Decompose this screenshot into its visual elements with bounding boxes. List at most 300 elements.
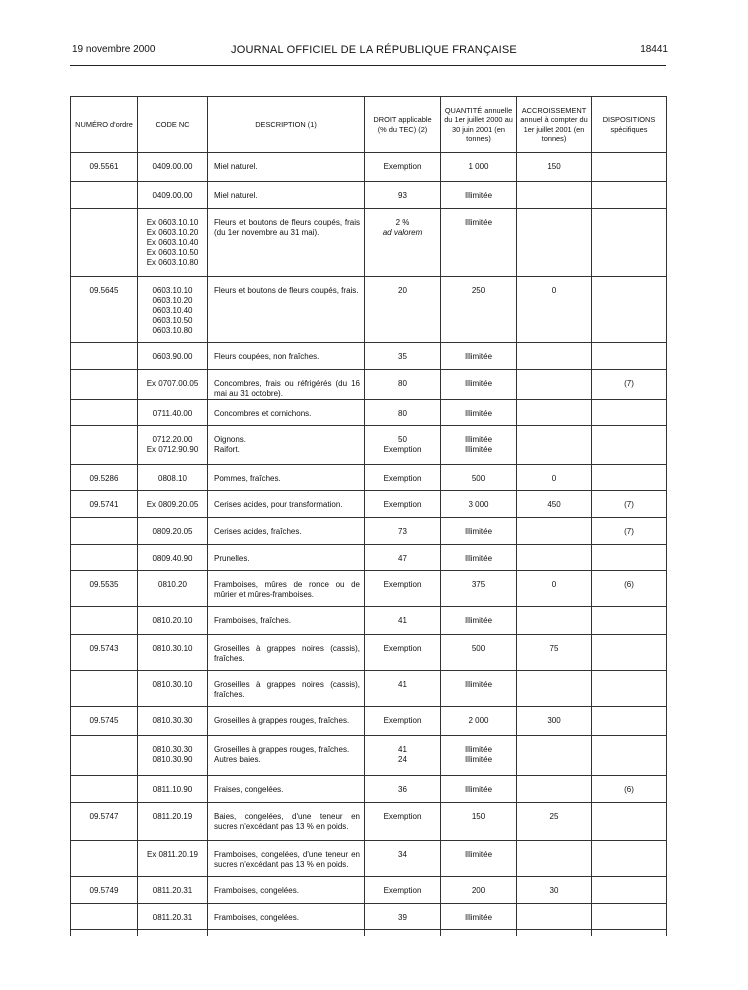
- droit-cell-line: Exemption: [383, 886, 422, 895]
- dispositions-cell: [592, 904, 667, 930]
- description-cell: [208, 209, 365, 277]
- code-nc-cell-line: 0603.10.40: [152, 306, 193, 315]
- quantite-cell: [441, 277, 517, 343]
- description-cell: [208, 571, 365, 607]
- dispositions-cell: [592, 465, 667, 491]
- quantite-cell-line: 500: [471, 474, 486, 483]
- droit-cell: [365, 671, 441, 707]
- description-cell-line: Raifort.: [214, 445, 240, 454]
- table-row: [71, 841, 667, 877]
- droit-cell-line: 41: [398, 616, 407, 625]
- dispositions-cell: (7): [592, 370, 667, 400]
- table-row: [71, 635, 667, 671]
- droit-cell: [365, 465, 441, 491]
- droit-cell: [365, 370, 441, 400]
- droit-cell-line: 39: [398, 913, 407, 922]
- code-nc-cell-line: 0810.30.10: [152, 644, 193, 653]
- quantite-cell-line: 500: [471, 644, 486, 653]
- accroissement-cell: 0: [517, 465, 592, 491]
- code-nc-cell-line: Ex 0707.00.05: [146, 379, 199, 388]
- quantite-cell-line: 1 000: [468, 162, 489, 171]
- numero-cell: 09.5741: [71, 491, 138, 518]
- description-cell: [208, 545, 365, 571]
- code-nc-cell-line: 0810.20.10: [152, 616, 193, 625]
- quantite-cell: [441, 571, 517, 607]
- code-nc-cell-line: 0810.30.30: [152, 716, 193, 725]
- droit-cell: [365, 776, 441, 803]
- code-nc-cell-line: 0603.10.50: [152, 316, 193, 325]
- droit-cell: [365, 571, 441, 607]
- accroissement-cell: [517, 671, 592, 707]
- description-cell-line: Baies, congelées, d'une teneur en sucres n'excédant pas 13 % en poids.: [214, 812, 360, 831]
- description-cell: [208, 426, 365, 465]
- code-nc-cell-line: Ex 0811.20.19: [146, 850, 198, 859]
- dispositions-cell: [592, 182, 667, 209]
- code-nc-cell-line: 0603.10.10: [152, 286, 193, 295]
- accroissement-cell: [517, 545, 592, 571]
- table-row: [71, 426, 667, 465]
- tariff-quota-table: [70, 96, 667, 936]
- quantite-cell: [441, 635, 517, 671]
- droit-cell: [365, 635, 441, 671]
- description-cell-line: Concombres et cornichons.: [214, 409, 312, 418]
- droit-cell: [365, 518, 441, 545]
- accroissement-cell: 25: [517, 803, 592, 841]
- dispositions-cell: (7): [592, 518, 667, 545]
- dispositions-cell: [592, 400, 667, 426]
- accroissement-cell: [517, 426, 592, 465]
- droit-cell-line: Exemption: [383, 500, 422, 509]
- code-nc-cell: [138, 635, 208, 671]
- description-cell-line: Autres baies.: [214, 755, 261, 764]
- col-header-code-nc: CODE NC: [138, 97, 208, 153]
- droit-cell-line: 41: [398, 745, 407, 754]
- table-header-row: [71, 97, 667, 153]
- code-nc-cell-line: Ex 0603.10.10: [146, 218, 199, 227]
- numero-cell: [71, 400, 138, 426]
- dispositions-cell: [592, 635, 667, 671]
- code-nc-cell-line: 0712.20.00: [152, 435, 193, 444]
- code-nc-cell-line: 0810.30.90: [152, 755, 193, 764]
- description-cell-line: Groseilles à grappes noires (cassis), fraîches.: [214, 680, 360, 699]
- quantite-cell-line: Illimitée: [464, 850, 493, 859]
- continuation-cell: [138, 930, 208, 937]
- code-nc-cell: [138, 841, 208, 877]
- dispositions-cell: [592, 707, 667, 736]
- quantite-cell: [441, 518, 517, 545]
- code-nc-cell-line: 0811.20.31: [152, 913, 193, 922]
- dispositions-cell: [592, 426, 667, 465]
- table-row: [71, 343, 667, 370]
- code-nc-cell-line: Ex 0603.10.20: [146, 228, 199, 237]
- quantite-cell-line: 2 000: [468, 716, 489, 725]
- numero-cell: [71, 776, 138, 803]
- description-cell-line: Miel naturel.: [214, 191, 258, 200]
- table-row: [71, 465, 667, 491]
- droit-cell-line: Exemption: [383, 445, 422, 454]
- code-nc-cell-line: 0809.20.05: [152, 527, 193, 536]
- table-row: [71, 607, 667, 635]
- numero-cell: 09.5743: [71, 635, 138, 671]
- quantite-cell-line: Illimitée: [464, 527, 493, 536]
- dispositions-cell: [592, 545, 667, 571]
- code-nc-cell: [138, 736, 208, 776]
- col-header-description: DESCRIPTION (1): [208, 97, 365, 153]
- quantite-cell: [441, 877, 517, 904]
- numero-cell: [71, 607, 138, 635]
- dispositions-cell: [592, 153, 667, 182]
- description-cell-line: Groseilles à grappes noires (cassis), fraîches.: [214, 644, 360, 663]
- droit-cell-line: ad valorem: [382, 228, 423, 237]
- description-cell: [208, 182, 365, 209]
- quantite-cell-line: Illimitée: [464, 745, 493, 754]
- code-nc-cell-line: Ex 0603.10.40: [146, 238, 199, 247]
- numero-cell: [71, 904, 138, 930]
- quantite-cell: [441, 370, 517, 400]
- numero-cell: [71, 518, 138, 545]
- table-continuation: [71, 930, 667, 937]
- description-cell-line: Fraises, congelées.: [214, 785, 284, 794]
- droit-cell-line: 93: [398, 191, 407, 200]
- table-row: [71, 182, 667, 209]
- droit-cell-line: 35: [398, 352, 407, 361]
- quantite-cell-line: 150: [471, 812, 486, 821]
- description-cell: [208, 776, 365, 803]
- continuation-cell: [71, 930, 138, 937]
- droit-cell: [365, 803, 441, 841]
- numero-cell: [71, 545, 138, 571]
- description-cell: [208, 736, 365, 776]
- code-nc-cell: [138, 877, 208, 904]
- numero-cell: 09.5747: [71, 803, 138, 841]
- numero-cell: [71, 343, 138, 370]
- dispositions-cell: [592, 841, 667, 877]
- droit-cell-line: 50: [398, 435, 407, 444]
- droit-cell-line: Exemption: [383, 162, 422, 171]
- description-cell: [208, 607, 365, 635]
- description-cell-line: Oignons.: [214, 435, 247, 444]
- col-header-accroissement: ACCROISSEMENT annuel à compter du 1er juillet 2001 (en tonnes): [517, 97, 592, 153]
- table-row: [71, 776, 667, 803]
- header-rule: [70, 65, 666, 66]
- quantite-cell: [441, 343, 517, 370]
- code-nc-cell-line: 0711.40.00: [152, 409, 193, 418]
- code-nc-cell: [138, 343, 208, 370]
- table-row: [71, 518, 667, 545]
- dispositions-cell: [592, 607, 667, 635]
- droit-cell-line: Exemption: [383, 580, 422, 589]
- numero-cell: 09.5645: [71, 277, 138, 343]
- accroissement-cell: [517, 370, 592, 400]
- droit-cell-line: 80: [398, 409, 407, 418]
- code-nc-cell: [138, 182, 208, 209]
- table-row: [71, 209, 667, 277]
- droit-cell: [365, 607, 441, 635]
- code-nc-cell: [138, 426, 208, 465]
- description-cell-line: Framboises, congelées, d'une teneur en sucres n'excédant pas 13 % en poids.: [214, 850, 360, 869]
- quantite-cell-line: Illimitée: [464, 913, 493, 922]
- quantite-cell-line: Illimitée: [464, 379, 493, 388]
- code-nc-cell-line: Ex 0809.20.05: [146, 500, 199, 509]
- droit-cell: [365, 209, 441, 277]
- table-row: [71, 736, 667, 776]
- continuation-cell: [592, 930, 667, 937]
- code-nc-cell: [138, 776, 208, 803]
- code-nc-cell: [138, 370, 208, 400]
- quantite-cell-line: 3 000: [468, 500, 489, 509]
- quantite-cell-line: Illimitée: [464, 616, 493, 625]
- quantite-cell: [441, 776, 517, 803]
- numero-cell: 09.5535: [71, 571, 138, 607]
- quantite-cell-line: 200: [471, 886, 486, 895]
- dispositions-cell: [592, 803, 667, 841]
- accroissement-cell: [517, 904, 592, 930]
- droit-cell: [365, 877, 441, 904]
- numero-cell: [71, 841, 138, 877]
- droit-cell: [365, 153, 441, 182]
- dispositions-cell: (6): [592, 571, 667, 607]
- header-date: 19 novembre 2000: [72, 44, 156, 55]
- numero-cell: [71, 736, 138, 776]
- numero-cell: [71, 209, 138, 277]
- code-nc-cell: [138, 465, 208, 491]
- code-nc-cell: [138, 671, 208, 707]
- quantite-cell-line: Illimitée: [464, 554, 493, 563]
- quantite-cell-line: 375: [471, 580, 486, 589]
- accroissement-cell: 75: [517, 635, 592, 671]
- table-body: [71, 153, 667, 937]
- continuation-cell: [365, 930, 441, 937]
- droit-cell: [365, 426, 441, 465]
- quantite-cell: [441, 803, 517, 841]
- code-nc-cell-line: 0810.30.10: [152, 680, 193, 689]
- accroissement-cell: 0: [517, 571, 592, 607]
- quantite-cell-line: Illimitée: [464, 191, 493, 200]
- droit-cell: [365, 491, 441, 518]
- description-cell-line: Groseilles à grappes rouges, fraîches.: [214, 716, 350, 725]
- numero-cell: 09.5286: [71, 465, 138, 491]
- accroissement-cell: 150: [517, 153, 592, 182]
- quantite-cell: [441, 607, 517, 635]
- continuation-cell: [208, 930, 365, 937]
- numero-cell: 09.5749: [71, 877, 138, 904]
- droit-cell: [365, 545, 441, 571]
- journal-title: JOURNAL OFFICIEL DE LA RÉPUBLIQUE FRANÇAISE: [231, 44, 517, 56]
- description-cell: [208, 277, 365, 343]
- droit-cell-line: 47: [398, 554, 407, 563]
- description-cell: [208, 491, 365, 518]
- col-header-numero: NUMÉRO d'ordre: [71, 97, 138, 153]
- code-nc-cell: [138, 571, 208, 607]
- quantite-cell: [441, 209, 517, 277]
- quantite-cell: [441, 491, 517, 518]
- description-cell-line: Cerises acides, pour transformation.: [214, 500, 343, 509]
- quantite-cell: [441, 400, 517, 426]
- description-cell-line: Framboises, congelées.: [214, 913, 299, 922]
- code-nc-cell-line: 0603.10.20: [152, 296, 193, 305]
- accroissement-cell: [517, 841, 592, 877]
- page-number: 18441: [640, 44, 668, 55]
- accroissement-cell: [517, 343, 592, 370]
- accroissement-cell: 0: [517, 277, 592, 343]
- numero-cell: [71, 426, 138, 465]
- droit-cell: [365, 841, 441, 877]
- quantite-cell: [441, 465, 517, 491]
- code-nc-cell-line: Ex 0712.90.90: [146, 445, 199, 454]
- quantite-cell-line: Illimitée: [464, 218, 493, 227]
- table-row: [71, 153, 667, 182]
- code-nc-cell-line: Ex 0603.10.50: [146, 248, 199, 257]
- table-row: [71, 671, 667, 707]
- droit-cell-line: 41: [398, 680, 407, 689]
- dispositions-cell: [592, 277, 667, 343]
- quantite-cell: [441, 707, 517, 736]
- table-row: [71, 571, 667, 607]
- droit-cell-line: 24: [398, 755, 407, 764]
- code-nc-cell: [138, 400, 208, 426]
- dispositions-cell: (6): [592, 776, 667, 803]
- table-row: [71, 877, 667, 904]
- description-cell-line: Fleurs et boutons de fleurs coupés, frais (du 1er novembre au 31 mai).: [214, 218, 360, 237]
- description-cell-line: Fleurs et boutons de fleurs coupés, frais.: [214, 286, 359, 295]
- code-nc-cell-line: 0811.10.90: [152, 785, 193, 794]
- droit-cell-line: Exemption: [383, 812, 422, 821]
- quantite-cell-line: Illimitée: [464, 435, 493, 444]
- code-nc-cell: [138, 707, 208, 736]
- table-row: [71, 707, 667, 736]
- continuation-cell: [517, 930, 592, 937]
- dispositions-cell: [592, 736, 667, 776]
- code-nc-cell-line: 0811.20.31: [152, 886, 193, 895]
- droit-cell-line: 36: [398, 785, 407, 794]
- code-nc-cell: [138, 545, 208, 571]
- code-nc-cell: [138, 277, 208, 343]
- table-row: [71, 904, 667, 930]
- table-row: [71, 491, 667, 518]
- quantite-cell-line: Illimitée: [464, 409, 493, 418]
- numero-cell: [71, 182, 138, 209]
- numero-cell: 09.5561: [71, 153, 138, 182]
- droit-cell-line: Exemption: [383, 474, 422, 483]
- quantite-cell-line: Illimitée: [464, 680, 493, 689]
- code-nc-cell: [138, 153, 208, 182]
- dispositions-cell: [592, 343, 667, 370]
- quantite-cell: [441, 904, 517, 930]
- droit-cell: [365, 736, 441, 776]
- code-nc-cell-line: 0811.20.19: [152, 812, 193, 821]
- description-cell: [208, 465, 365, 491]
- description-cell: [208, 671, 365, 707]
- quantite-cell-line: Illimitée: [464, 785, 493, 794]
- table-row: [71, 277, 667, 343]
- quantite-cell: [441, 426, 517, 465]
- droit-cell: [365, 400, 441, 426]
- description-cell-line: Prunelles.: [214, 554, 250, 563]
- dispositions-cell: [592, 877, 667, 904]
- quantite-cell-line: 250: [471, 286, 486, 295]
- accroissement-cell: [517, 209, 592, 277]
- description-cell-line: Fleurs coupées, non fraîches.: [214, 352, 320, 361]
- droit-cell: [365, 707, 441, 736]
- code-nc-cell-line: 0603.10.80: [152, 326, 193, 335]
- description-cell-line: Framboises, fraîches.: [214, 616, 291, 625]
- quantite-cell: [441, 671, 517, 707]
- description-cell: [208, 635, 365, 671]
- quantite-cell: [441, 545, 517, 571]
- dispositions-cell: (7): [592, 491, 667, 518]
- accroissement-cell: 450: [517, 491, 592, 518]
- code-nc-cell: [138, 803, 208, 841]
- description-cell: [208, 904, 365, 930]
- description-cell-line: Cerises acides, fraîches.: [214, 527, 302, 536]
- quantite-cell: [441, 182, 517, 209]
- accroissement-cell: [517, 182, 592, 209]
- description-cell: [208, 803, 365, 841]
- dispositions-cell: [592, 671, 667, 707]
- col-header-quantite: QUANTITÉ annuelle du 1er juillet 2000 au 30 juin 2001 (en tonnes): [441, 97, 517, 153]
- droit-cell-line: 73: [398, 527, 407, 536]
- description-cell: [208, 841, 365, 877]
- code-nc-cell: [138, 904, 208, 930]
- droit-cell: [365, 182, 441, 209]
- quantite-cell: [441, 736, 517, 776]
- quantite-cell-line: Illimitée: [464, 755, 493, 764]
- numero-cell: 09.5745: [71, 707, 138, 736]
- table-row: [71, 370, 667, 400]
- description-cell-line: Miel naturel.: [214, 162, 258, 171]
- table-row: [71, 545, 667, 571]
- table-row: [71, 803, 667, 841]
- table-row: [71, 400, 667, 426]
- code-nc-cell: [138, 491, 208, 518]
- numero-cell: [71, 370, 138, 400]
- accroissement-cell: [517, 776, 592, 803]
- description-cell: [208, 370, 365, 400]
- droit-cell: [365, 904, 441, 930]
- code-nc-cell-line: 0409.00.00: [152, 191, 193, 200]
- droit-cell-line: 20: [398, 286, 407, 295]
- description-cell-line: Framboises, mûres de ronce ou de mûrier et mûres-framboises.: [214, 580, 360, 599]
- code-nc-cell: [138, 209, 208, 277]
- description-cell: [208, 400, 365, 426]
- col-header-dispositions: DISPOSITIONS spécifiques: [592, 97, 667, 153]
- droit-cell: [365, 343, 441, 370]
- droit-cell-line: 80: [398, 379, 407, 388]
- code-nc-cell-line: Ex 0603.10.80: [146, 258, 199, 267]
- numero-cell: [71, 671, 138, 707]
- dispositions-cell: [592, 209, 667, 277]
- accroissement-cell: 30: [517, 877, 592, 904]
- droit-cell-line: 2 %: [395, 218, 410, 227]
- description-cell-line: Framboises, congelées.: [214, 886, 299, 895]
- accroissement-cell: [517, 518, 592, 545]
- code-nc-cell-line: 0409.00.00: [152, 162, 193, 171]
- description-cell: [208, 877, 365, 904]
- accroissement-cell: [517, 736, 592, 776]
- code-nc-cell-line: 0810.20: [158, 580, 187, 589]
- description-cell: [208, 518, 365, 545]
- code-nc-cell-line: 0810.30.30: [152, 745, 193, 754]
- quantite-cell-line: Illimitée: [464, 352, 493, 361]
- code-nc-cell-line: 0603.90.00: [152, 352, 193, 361]
- droit-cell: [365, 277, 441, 343]
- accroissement-cell: [517, 607, 592, 635]
- description-cell: [208, 707, 365, 736]
- code-nc-cell-line: 0809.40.90: [152, 554, 193, 563]
- description-cell: [208, 153, 365, 182]
- droit-cell-line: Exemption: [383, 644, 422, 653]
- quantite-cell: [441, 841, 517, 877]
